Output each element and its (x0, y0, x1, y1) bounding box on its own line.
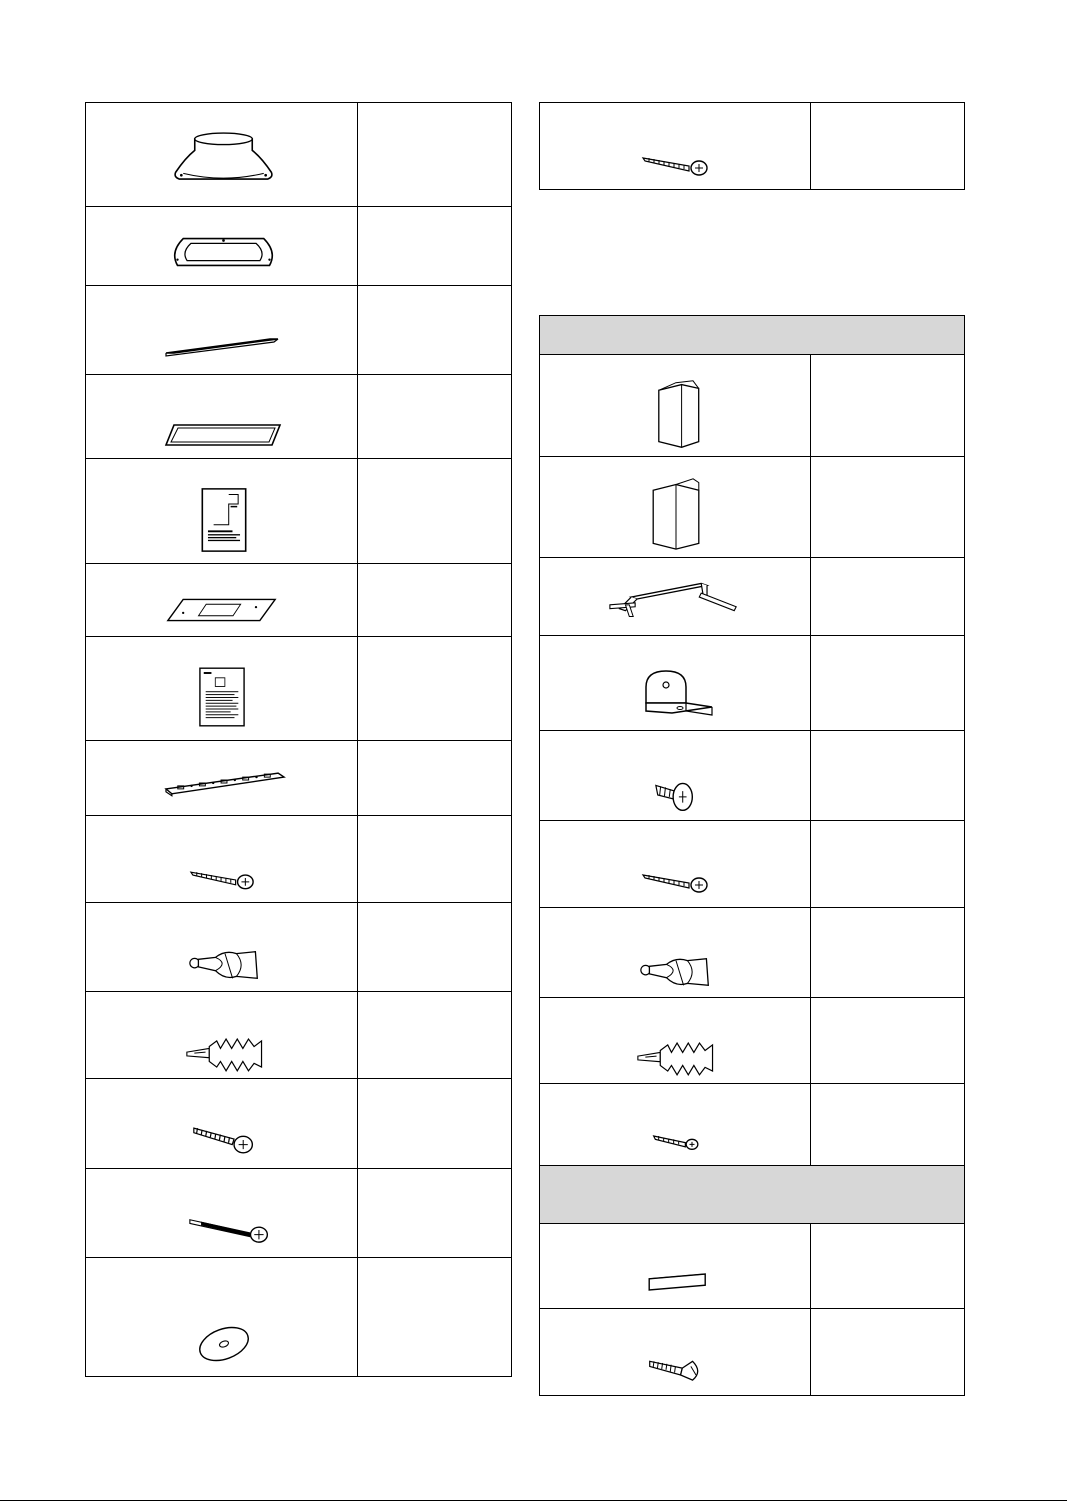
support-bar-icon (162, 331, 282, 357)
part-image-cell (86, 1258, 358, 1377)
part-image-cell (86, 286, 358, 375)
group-header-row (540, 1166, 965, 1224)
table-row (86, 1169, 512, 1258)
duct-collar-icon (166, 129, 281, 187)
part-description (358, 816, 512, 903)
part-image-cell (540, 1309, 811, 1396)
angle-bracket-icon (636, 666, 716, 718)
table-row (540, 457, 965, 558)
table-row (540, 103, 965, 190)
right-parts-table (539, 315, 965, 1396)
part-description (358, 992, 512, 1079)
upper-chimney-icon (644, 377, 704, 453)
part-image-cell (540, 908, 811, 998)
group-header (540, 316, 965, 355)
long-screw-icon (189, 866, 257, 890)
part-image-cell (540, 1224, 811, 1309)
part-image-cell (86, 1169, 358, 1258)
drywall-anchor-icon (636, 1038, 720, 1078)
part-description (358, 375, 512, 459)
part-image-cell (86, 992, 358, 1079)
table-row (540, 558, 965, 636)
wall-anchor-icon (187, 945, 263, 985)
countersunk-screw-icon (648, 1353, 708, 1385)
part-image-cell (540, 998, 811, 1084)
short-screw-icon (652, 775, 700, 815)
part-description (811, 908, 965, 998)
table-row (540, 1224, 965, 1309)
part-description (811, 998, 965, 1084)
part-image-cell (540, 355, 811, 457)
spacer-strip-icon (646, 1270, 710, 1294)
part-description (358, 459, 512, 564)
part-description (811, 103, 965, 190)
part-image-cell (86, 903, 358, 992)
drywall-anchor-icon (185, 1034, 269, 1074)
part-description (811, 1224, 965, 1309)
right-top-parts-table (539, 102, 965, 190)
part-image-cell (540, 731, 811, 821)
part-description (358, 637, 512, 741)
table-row (86, 903, 512, 992)
table-row (540, 1084, 965, 1166)
table-row (86, 207, 512, 286)
part-description (358, 564, 512, 637)
part-image-cell (540, 1084, 811, 1166)
wall-anchor-icon (638, 952, 714, 992)
long-bolt-icon (188, 1215, 272, 1245)
table-row (86, 286, 512, 375)
group-header (540, 1166, 965, 1224)
table-row (86, 741, 512, 816)
small-screw-icon (652, 1130, 702, 1152)
table-row (540, 1309, 965, 1396)
group-header-row (540, 316, 965, 355)
table-row (540, 821, 965, 908)
part-image-cell (86, 637, 358, 741)
part-description (811, 355, 965, 457)
part-description (358, 207, 512, 286)
part-description (358, 1169, 512, 1258)
drilling-template-icon (199, 487, 249, 553)
machine-screw-icon (192, 1123, 256, 1157)
table-row (540, 731, 965, 821)
table-row (86, 992, 512, 1079)
table-row (86, 103, 512, 207)
part-description (811, 457, 965, 558)
part-image-cell (86, 207, 358, 286)
grease-filter-icon (164, 421, 284, 447)
part-image-cell (86, 459, 358, 564)
lower-chimney-icon (646, 475, 706, 551)
part-description (358, 903, 512, 992)
table-row (540, 355, 965, 457)
long-screw-icon (640, 152, 712, 176)
part-description (358, 1079, 512, 1169)
part-image-cell (86, 741, 358, 816)
washer-icon (196, 1324, 252, 1364)
table-row (86, 1258, 512, 1377)
table-row (86, 637, 512, 741)
part-image-cell (540, 558, 811, 636)
table-row (86, 459, 512, 564)
part-image-cell (540, 636, 811, 731)
part-image-cell (86, 103, 358, 207)
part-description (358, 103, 512, 207)
part-description (811, 1309, 965, 1396)
part-description (811, 636, 965, 731)
part-description (358, 1258, 512, 1377)
part-image-cell (540, 821, 811, 908)
part-image-cell (86, 564, 358, 637)
chimney-bracket-icon (606, 577, 742, 621)
part-description (358, 741, 512, 816)
table-row (86, 564, 512, 637)
part-description (811, 558, 965, 636)
part-description (358, 286, 512, 375)
part-description (811, 821, 965, 908)
part-image-cell (86, 375, 358, 459)
part-image-cell (540, 457, 811, 558)
part-description (811, 731, 965, 821)
mounting-bracket-icon (164, 767, 286, 797)
table-row (540, 998, 965, 1084)
table-row (86, 1079, 512, 1169)
table-row (540, 908, 965, 998)
page-footer-rule (0, 1500, 1067, 1501)
mounting-plate-icon (164, 595, 279, 625)
part-image-cell (86, 816, 358, 903)
instruction-manual-icon (198, 666, 246, 728)
collar-flange-icon (166, 232, 281, 272)
left-parts-table (85, 102, 512, 1377)
part-description (811, 1084, 965, 1166)
long-screw-icon (640, 869, 712, 893)
table-row (540, 636, 965, 731)
table-row (86, 816, 512, 903)
table-row (86, 375, 512, 459)
part-image-cell (86, 1079, 358, 1169)
part-image-cell (540, 103, 811, 190)
